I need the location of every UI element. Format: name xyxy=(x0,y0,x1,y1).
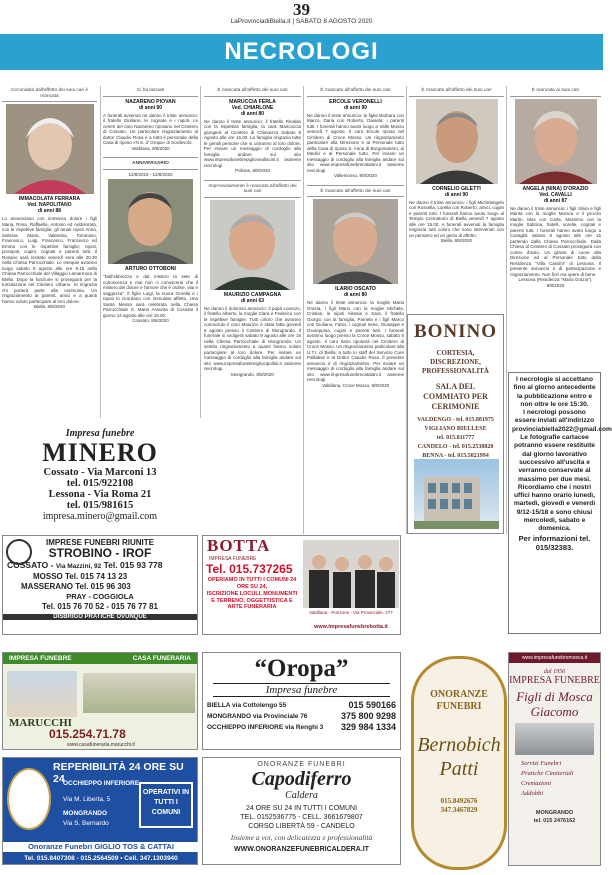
ad-oropa-address: MONGRANDO via Provinciale 76 xyxy=(207,713,308,720)
ad-strobino-city: COSSATO xyxy=(7,560,49,570)
column-divider xyxy=(506,86,507,534)
ad-marucchi-website: www.casafuneraria.marucchi.it xyxy=(67,742,135,748)
ad-giglio xyxy=(2,757,198,865)
deceased-name: ANGELA (NINA) D'ORAZIO xyxy=(522,185,589,192)
ad-capodiferro-address: CORSO LIBERTÀ 59 - CANDELO xyxy=(248,823,355,830)
ad-marucchi xyxy=(2,652,198,750)
obituary-header: È mancata ai suoi cari xyxy=(510,88,601,97)
obituary-place-date: Cossato, 8/8/2020 xyxy=(132,318,169,324)
notice-photos: Le fotografie cartacee potranno essere restituite dal giorno lavorativo successivo all'uscita e verranno conservate al massimo per due mesi. Ricordiamo che i nostri uffici hanno orario lunedì, martedì, giovedì e venerdì 9/12-15/18 e sono chiusi mercoledì, sabato e domenica. xyxy=(513,434,596,533)
portrait-photo xyxy=(313,199,398,284)
ad-giglio-company: Onoranze Funebri GIGLIO TOS & CATTAI xyxy=(3,842,199,852)
obituary-place-date: Valdilana, 8/8/2020 xyxy=(131,145,170,151)
deceased-name: MARUCCIA FERLA xyxy=(229,98,276,105)
deceased-married-name: Ved. CAVALLI xyxy=(539,191,572,198)
ad-mosca-service: Addobbi xyxy=(521,790,544,797)
deceased-married-name: Ved. CHIARLONE xyxy=(231,104,274,111)
obituary-ferrara xyxy=(2,88,97,418)
ad-mosca xyxy=(508,652,601,866)
obituary-place-date: Pollone, 8/8/2020 xyxy=(234,168,271,174)
ad-bonino-building-photo xyxy=(414,459,499,529)
publication-notice xyxy=(508,372,612,634)
notice-deadline: I necrologie si accettano fino al giorno antecedente la pubblicazione entro e non oltre le ore 15:30. xyxy=(513,376,596,408)
ad-bonino-title: BONINO xyxy=(413,321,498,342)
deceased-name: NAZARENO PIOVAN xyxy=(125,98,176,105)
ad-oropa xyxy=(202,652,401,750)
deceased-name: MAURIZIO CAMPAGNA xyxy=(223,291,282,298)
ad-botta-phone: Tel. 015.737265 xyxy=(206,562,293,576)
ad-marucchi-tagline-2: CASA FUNERARIA xyxy=(132,655,191,662)
ad-botta-service-2: ISCRIZIONE LOCULI, MONUMENTI E TERRENO, OGGETTISTICA E ARTE FUNERARIA xyxy=(206,591,298,610)
obituary-text: A funerali avvenuti ne danno il triste annuncio: il fratello Giuliano, le cognate e i nipoti. Le ceneri del caro Nazareno riposano nel Cimitero di Cossato. Un particolare ringraziamento al dottor Claudio Rosa e a tutto il personale della Casa di riposo «N.S. d' Oropa» di Sordevolo. xyxy=(103,112,198,146)
ad-bonino-hall: SALA DEL COMMIATO PER CERIMONIE xyxy=(423,382,488,411)
ad-mosca-website: www.impresafunebremosca.it xyxy=(509,653,600,663)
obituary-text: Ne danno il triste annuncio: la moglie Maria Grazia, i figli Mario con la moglie Michela, Cristian, le nipoti Alessia e Sara, il fratello Giorgio con la famiglia, Pamela e i figli Marco con Giuliano, Fabio, i cognati Irene, Giuseppe e Giuseppina, cugini e parenti tutti. I funerali avranno luogo presso la Croce Mosso, sabato 8 agosto. Il caro Ilario riposerà nel Cimitero di Croce Mosso. Un ringraziamento particolare alla U.T.I. di Biella, a tutto lo staff del Servizio Cure Palliative e al Dottor Claudio Rosa. Il presente annuncio è di ringraziamento. Per inviare un messaggio di cordoglio alla famiglia andare sul sito www.impresafunebrecatalani.it assieme necrologi. xyxy=(307,300,404,383)
anniversary-dates: 12/8/2019 - 12/8/2020 xyxy=(128,171,173,177)
ad-mosca-title: IMPRESA FUNEBRE xyxy=(509,675,600,686)
deceased-name: ARTURO OTTOBONI xyxy=(125,266,176,273)
ad-giglio-title: REPERIBILITÀ 24 ORE SU 24 xyxy=(53,761,184,785)
deceased-age: di anni 90 xyxy=(343,104,368,111)
obituary-veronelli xyxy=(307,88,404,533)
ad-bernobich-title: Bernobich Patti xyxy=(417,734,501,780)
ad-capodiferro-hours: 24 ORE SU 24 IN TUTTI I COMUNI xyxy=(245,805,358,812)
ad-minero-email: impresa.minero@gmail.com xyxy=(42,511,158,522)
ad-capodiferro-phones: TEL. 0152536775 - CELL. 3661679807 xyxy=(240,814,363,821)
ad-bonino-phone: BENNA - tel. 015.5821994 xyxy=(422,453,489,459)
obituary-place-date: Biella, 8/8/2020 xyxy=(33,304,66,310)
ad-minero-title: MINERO xyxy=(42,438,158,467)
deceased-name: ERCOLE VERONELLI xyxy=(329,98,382,105)
deceased-age: di anni 80 xyxy=(343,292,368,299)
ad-botta xyxy=(202,535,401,635)
ad-bernobich-phone: 015.8492676 347.3467829 xyxy=(440,797,478,814)
obituary-header: È mancato all'affetto dei suoi cari xyxy=(307,88,404,97)
ad-giglio-city: OCCHIEPPO INFERIORE xyxy=(63,780,140,787)
ad-bernobich-oval xyxy=(411,656,507,870)
ad-botta-website: www.impresafunebrebotta.it xyxy=(314,624,388,630)
deceased-age: di anni 90 xyxy=(138,104,163,111)
obituary-text: Ne danno il triste annuncio: i figli Silvia e figli Marita con la moglie Monica e il piccolo Martin, Max con Carla, Massimo con la moglie Sabrina, fratelli, sorelle, cognati e parenti tutti. I funerali hanno avuto luogo a Cavaglià sabato 8 agosto alle ore 15 partendo dalla Chiesa Parrocchiale. Dalla Chiesa al Cimitero di Cossato proseguirà con corteo d'auto. Un grazie di cuore alla Direzione ed al Personale tutto della Residenza "Villa Cassini" di Lessona. Il presente annuncio è di partecipazione e ringraziamento. Non fiori ma opere di bene. xyxy=(510,205,601,277)
obituary-header: Improvvisamente è mancato all'affetto dei suoi cari xyxy=(204,180,301,198)
notice-email: I necrologi possono essere inviati all'indirizzo provinciabiella2022@gmail.com xyxy=(512,409,612,433)
obituary-place-date: Biella, 8/8/2020 xyxy=(440,238,473,244)
ad-capodiferro-subtitle: Caldera xyxy=(285,790,318,801)
ad-capodiferro-slogan: Insieme a voi, con delicatezza e professionalità xyxy=(230,833,373,842)
obituary-text: Ne danno il triste annuncio: il fratello Rinaldo con la rispettiva famiglia, la cara Maricuccia giungerà al Cimitero di Chiavazza Sabato 8 Agosto alle ore 16.00. La famiglia ringrazia tutte le gentili persone che si uniranno al loro dolore. Per inviare un messaggio di cordoglio alla famiglia andare sul sito www.impresafunebrepiglioneallacini.it assieme necrologi. xyxy=(204,118,301,168)
ad-botta-service-1: OPERIAMO IN TUTTI I COMUNI 24 ORE SU 24, xyxy=(207,577,297,590)
ad-mosca-service: Servizi Funebri xyxy=(521,760,562,767)
obituary-giletti xyxy=(409,88,504,313)
portrait-photo xyxy=(416,99,498,184)
ad-strobino-phone: Tel. 015 93 778 xyxy=(103,560,163,570)
deceased-name: ILARIO OSCATO xyxy=(335,286,376,293)
column-divider xyxy=(200,86,201,418)
obituary-header: È mancato all'affetto dei suoi cari xyxy=(307,185,404,198)
obituary-place-date: Mongrando, 8/8/2020 xyxy=(231,371,274,377)
newspaper-dateline: LaProvinciadiBiella.it | SABATO 8 AGOSTO 2020 xyxy=(230,18,373,25)
column-divider xyxy=(303,86,304,534)
obituary-text: Lo annunciano con immenso dolore i figli Maria, Rosa, Raffaella, Antonio ed Addolorata, con le rispettive famiglie; gli amati nipoti Anna, Sabrina, Maria, Valentina, Tommaso, Francesco, Luigi, Francesco, Francesco ed Emma con le rispettive famiglie; nipoti, pronipoti, cugini, cognati e parenti tutti. Il Rosario sarà recitato venerdì sera alle 20.30 nella Chiesa Parrocchiale. Le esequie avranno luogo sabato 8 agosto alle ore 9.15 nella Chiesa Parrocchiale del Villaggio Lamarmora di Biella. Dopo la funzione si proseguirà per la tumulazione nel Cimitero Urbano. Si ringrazia chi porterà parte alla cerimonia. Un ringraziamento ai parenti, amici e a quanti hanno voluto partecipare al loro dolore. xyxy=(2,216,97,304)
ad-strobino-city: PRAY - COGGIOLA xyxy=(66,592,134,601)
ad-mosca-name: Figli di Mosca Giacomo xyxy=(516,689,593,719)
ad-capodiferro-tagline: ONORANZE FUNEBRI xyxy=(257,761,346,768)
obituary-dorazio xyxy=(510,88,601,358)
ad-mosca-since: dal 1956 xyxy=(543,669,566,675)
obituary-text: Ne danno il triste annuncio: i figli Michelangelo con Rossella, Lorella con Roberto; amici, cugini e parenti tutti. I funerali hanno avuto luogo al Tempio Crematorio di Biella venerdì 7 agosto alle ore 15.00. A funerali avvenuti la famiglia ringrazia tutti coloro che sono intervenuti con un pensiero ed un gesto di affetto. xyxy=(409,199,504,238)
notice-phone: Per informazioni tel. 015/32383. xyxy=(518,533,591,552)
obituary-text: Ne danno il doloroso annuncio: il papà Lorenzo, il fratello Alberto, la moglie Clara e Federico con le rispettive famiglie. Tutti coloro che avranno conosciuto il caro Maurizio è stata fatta giovedì 6 agosto presso il Cimitero di Mongrando. Il funerale si svolgerà sabato 8 agosto alle ore 16 nella Chiesa Parrocchiale di Mongrando. Un sentito ringraziamento a quanti hanno voluto partecipare al loro dolore. Per inviare un messaggio di cordoglio alla famiglia andare sul sito www.impresafunebreigliocipollini.it assieme necrologi. xyxy=(204,305,301,372)
deceased-age: di anni 63 xyxy=(240,297,265,304)
ad-strobino-phone: Tel. 015 96 303 xyxy=(75,582,131,591)
ad-bonino-phone: VALDENGO - tel. 015.881975 xyxy=(417,417,494,423)
ad-strobino-footer: DISBRIGO PRATICHE OVUNQUE xyxy=(3,614,197,620)
ad-strobino-city: MOSSO xyxy=(33,572,63,581)
obituary-header: È mancato all'affetto dei suoi cari xyxy=(409,88,504,97)
ad-minero xyxy=(2,420,198,530)
ad-minero-address-2: Lessona - Via Roma 21 xyxy=(48,489,152,500)
ad-capodiferro xyxy=(202,757,401,865)
ad-mosca-hearse-photo xyxy=(515,723,594,755)
deceased-age: di anni 90 xyxy=(444,191,469,198)
ad-giglio-address: Via M. Liberta, 5 xyxy=(63,796,111,803)
portrait-photo xyxy=(6,104,94,194)
ad-bernobich xyxy=(409,656,504,866)
obituary-text: "Dall'ebbrezza e dal mistero la sete di conoscenza e mai non ci conoscerai che il mistero del dolore e l'amore che è ordine, vita e saggezza". Il figlio Luigi, la nuora Ornella e i nipoti lo ricordano con immutato affetto. Una Santa Messa sarà celebrata nella Chiesa Parrocchiale S. Maria Assunta di Cossato il giorno 14 agosto alle ore 18.00. xyxy=(103,274,198,318)
ad-mosca-service: Pratiche Cimiteriali xyxy=(521,770,574,777)
ad-oropa-subtitle: Impresa funebre xyxy=(213,683,390,697)
ad-giglio-badge: OPERATIVI IN TUTTI I COMUNI xyxy=(139,782,193,828)
obituary-header: Ci ha lasciati xyxy=(103,88,198,97)
ad-marucchi-phone: 015.254.71.78 xyxy=(49,727,126,741)
ad-minero-address-1: Cossato - Via Marconi 13 xyxy=(43,467,157,478)
ad-botta-title: BOTTA xyxy=(207,536,271,555)
ad-capodiferro-title: Capodiferro xyxy=(251,768,352,790)
column-divider xyxy=(100,86,101,418)
ad-oropa-title: “Oropa” xyxy=(254,655,349,682)
ad-giglio-city: MONGRANDO xyxy=(63,810,108,817)
ad-strobino-phone: Tel. 015 74 13 23 xyxy=(65,572,128,581)
ad-mosca-phone: tel. 015 2476162 xyxy=(533,818,576,824)
ad-bonino xyxy=(407,314,504,534)
ad-strobino-city: MASSERANO xyxy=(21,582,74,591)
ad-marucchi-title: MARUCCHI xyxy=(9,717,72,729)
portrait-photo xyxy=(108,179,193,264)
ad-botta-address: Valdilana - Ponzone - Via Provinciale, 277 xyxy=(309,610,393,615)
ad-bernobich-tagline: ONORANZE FUNEBRI xyxy=(430,689,488,712)
ad-marucchi-tagline: IMPRESA FUNEBRE xyxy=(9,655,72,662)
ad-marucchi-hall-photo xyxy=(83,673,195,713)
obituary-ferla xyxy=(204,88,301,533)
portrait-photo xyxy=(210,200,295,290)
section-title-banner: NECROLOGI xyxy=(0,34,603,70)
ad-strobino: IMPRESE FUNEBRI RIUNITE STROBINO - IROF COSSATO - Via Mazzini, 92 Tel. 015 93 778 MOSSO Tel. 015 74 13 23 MASSERANO Tel. 015 96 303 PRAY - COGGIOLA Tel. 015 76 70 52 - 015 76 77 81 DISBRIGO PRATICHE OVUNQUE xyxy=(2,535,198,635)
ad-mosca-address: MONGRANDO xyxy=(535,810,574,816)
ad-oropa-phone: 015 590166 xyxy=(348,700,396,710)
ad-strobino-title: STROBINO - IROF xyxy=(48,546,152,560)
obituary-piovan xyxy=(103,88,198,418)
ad-bonino-tagline: CORTESIA, DISCREZIONE, PROFESSIONALITÀ xyxy=(422,349,489,375)
ad-giglio-phones: Tel. 015.8407308 - 015.2564509 • Cell. 347.1303940 xyxy=(24,855,178,862)
obituary-header: Circondata dall'affetto dei suoi cari è mancata xyxy=(2,88,97,102)
deceased-age: di anni 88 xyxy=(37,208,62,215)
portrait-photo xyxy=(515,99,597,184)
ad-oropa-phone: 329 984 1334 xyxy=(340,722,396,732)
ad-oropa-address: BIELLA via Cottolengo 55 xyxy=(207,702,287,709)
ad-minero-phone-2: tel. 015/981615 xyxy=(66,500,134,511)
page-number: 39 xyxy=(293,0,310,19)
ad-bonino-phone: tel. 015.811777 xyxy=(436,435,475,441)
ad-giglio-logo xyxy=(7,768,51,830)
deceased-name: IMMACOLATA FERRARA xyxy=(18,196,81,203)
ad-strobino-logo xyxy=(6,539,32,565)
obituary-header: È mancata all'affetto dei suoi cari xyxy=(204,88,301,97)
ad-bonino-phone: CANDELO - tel. 015.2538820 xyxy=(417,444,494,450)
ad-oropa-phone: 375 800 9298 xyxy=(340,711,396,721)
obituary-text: Ne danno il triste annuncio: le figlie Barbara con Marco, Daria con Roberto, Daniela; i parenti tutti. I funerali hanno avuto luogo a Valle Mosso venerdì 7 agosto. Il caro Ercole riposa nel Cimitero di Croce Mosso. Un ringraziamento particolare alla Direzione e al Personale tutto della Casa di riposo S. Anna di Borgomanero, ai Medici e al Personale tutto. Per inviare un messaggio di cordoglio alla famiglia andare sul sito www.impresafunebrecatalani.it assieme necrologi. xyxy=(307,112,404,173)
ad-strobino-tagline: IMPRESE FUNEBRI RIUNITE xyxy=(45,538,154,547)
ad-minero-tagline: Impresa funebre xyxy=(65,428,135,439)
ad-strobino-street: Via Mazzini, 92 xyxy=(55,563,102,570)
ad-marucchi-building-photo xyxy=(7,671,77,717)
deceased-name: CORNELIO GILETTI xyxy=(432,185,481,192)
ad-mosca-service: Cremazioni xyxy=(521,780,552,787)
ad-capodiferro-website: WWW.ONORANZEFUNEBRICALDERA.IT xyxy=(234,846,369,853)
anniversary-title: ANNIVERSARIO xyxy=(103,157,198,170)
ad-bonino-city: VIGLIANO BIELLESE xyxy=(424,426,487,432)
obituary-place-date: Vallemosso, 8/8/2020 xyxy=(334,173,377,179)
deceased-married-name: Ved. NAPOLITANO xyxy=(27,202,72,209)
obituary-place-date: Lessona (Residenza "Maria Grazia"), 8/8/2020 xyxy=(518,277,593,288)
obituary-place-date: Valdilana, Croce Mosso, 8/8/2020 xyxy=(321,382,390,388)
ad-giglio-address: Via S. Bernardo xyxy=(63,820,109,827)
deceased-age: di anni 87 xyxy=(543,197,568,204)
ad-botta-subtitle: IMPRESA FUNEBRE xyxy=(209,556,257,562)
ad-botta-staff-photo xyxy=(303,540,399,608)
ad-strobino-phone: Tel. 015 76 70 52 - 015 76 77 81 xyxy=(42,602,158,611)
deceased-age: di anni 80 xyxy=(240,110,265,117)
ad-minero-phone-1: tel. 015/922108 xyxy=(66,478,134,489)
ad-oropa-address: OCCHIEPPO INFERIORE via Renghi 3 xyxy=(207,724,324,731)
